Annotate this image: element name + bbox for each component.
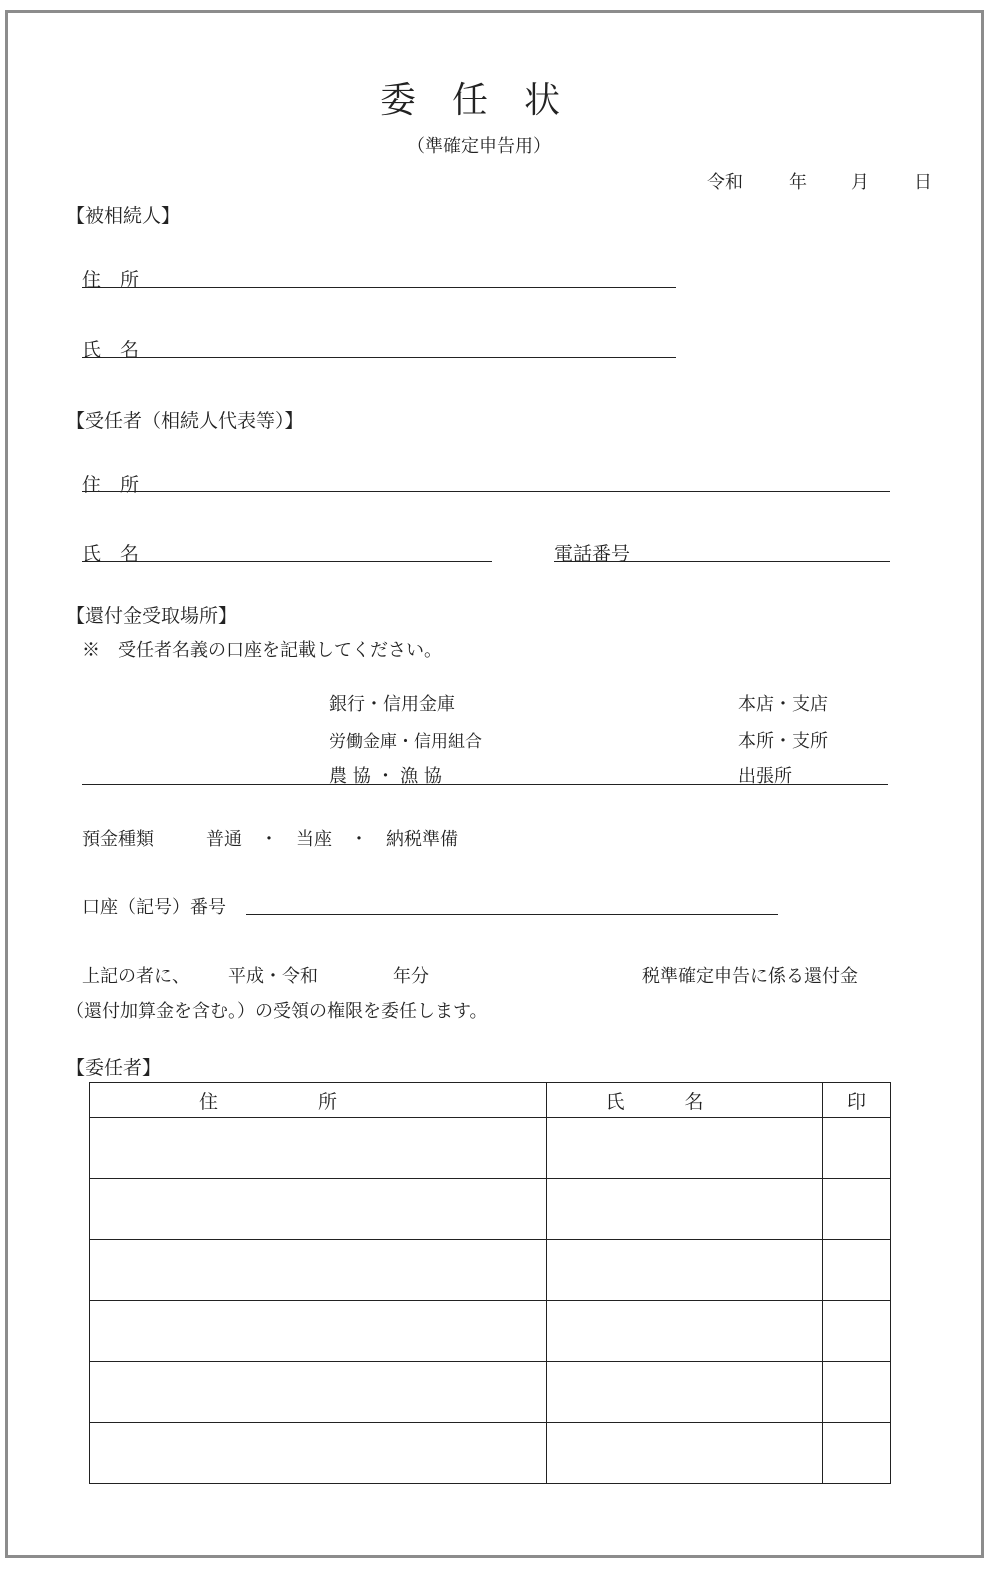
name-cell[interactable] xyxy=(547,1179,823,1240)
address-cell[interactable] xyxy=(90,1301,547,1362)
agent-address-field[interactable] xyxy=(82,491,890,492)
address-cell[interactable] xyxy=(90,1240,547,1301)
column-header-name: 氏名 xyxy=(547,1083,823,1118)
table-row xyxy=(90,1362,891,1423)
refund-note: ※ 受任者名義の口座を記載してください。 xyxy=(82,640,442,661)
name-cell[interactable] xyxy=(547,1301,823,1362)
principals-table xyxy=(89,1082,891,1484)
decedent-address-field[interactable] xyxy=(82,287,676,288)
agent-name-label: 氏 名 xyxy=(82,543,140,565)
table-row xyxy=(90,1240,891,1301)
refund-heading: 【還付金受取場所】 xyxy=(66,605,238,627)
deposit-type-options[interactable]: 普通 ・ 当座 ・ 納税準備 xyxy=(206,829,458,850)
column-header-seal: 印 xyxy=(823,1083,891,1118)
deposit-type-label: 預金種類 xyxy=(82,829,154,850)
date-year: 年 xyxy=(789,172,807,193)
statement-tax: 税準確定申告に係る還付金 xyxy=(642,966,858,987)
bank-type-labor: 労働金庫・信用組合 xyxy=(329,732,482,752)
name-cell[interactable] xyxy=(547,1362,823,1423)
date-era: 令和 xyxy=(707,172,743,193)
name-cell[interactable] xyxy=(547,1118,823,1179)
name-cell[interactable] xyxy=(547,1240,823,1301)
decedent-heading: 【被相続人】 xyxy=(66,205,181,227)
address-cell[interactable] xyxy=(90,1179,547,1240)
decedent-address-label: 住 所 xyxy=(82,269,140,291)
bank-name-field[interactable] xyxy=(82,784,888,785)
seal-cell[interactable] xyxy=(823,1118,891,1179)
date-month: 月 xyxy=(851,172,869,193)
seal-cell[interactable] xyxy=(823,1362,891,1423)
name-cell[interactable] xyxy=(547,1423,823,1484)
account-number-field[interactable] xyxy=(246,914,778,915)
statement-intro: 上記の者に、 xyxy=(82,966,190,987)
table-header-row xyxy=(90,1083,891,1118)
decedent-name-label: 氏 名 xyxy=(82,339,140,361)
branch-type-agency: 出張所 xyxy=(738,766,792,787)
seal-cell[interactable] xyxy=(823,1301,891,1362)
seal-cell[interactable] xyxy=(823,1179,891,1240)
branch-type-office: 本所・支所 xyxy=(738,731,828,752)
table-row xyxy=(90,1179,891,1240)
agent-phone-label: 電話番号 xyxy=(554,543,631,565)
agent-name-field[interactable] xyxy=(82,561,492,562)
column-header-address: 住所 xyxy=(90,1083,547,1118)
statement-era: 平成・令和 xyxy=(228,966,318,987)
bank-type-coop: 農 協 ・ 漁 協 xyxy=(329,766,442,787)
seal-cell[interactable] xyxy=(823,1423,891,1484)
agent-phone-field[interactable] xyxy=(554,561,890,562)
table-row xyxy=(90,1301,891,1362)
principals-heading: 【委任者】 xyxy=(66,1057,162,1079)
table-row xyxy=(90,1423,891,1484)
address-cell[interactable] xyxy=(90,1362,547,1423)
statement-year: 年分 xyxy=(393,966,429,987)
seal-cell[interactable] xyxy=(823,1240,891,1301)
statement-line2: （還付加算金を含む。）の受領の権限を委任します。 xyxy=(66,1001,488,1022)
address-cell[interactable] xyxy=(90,1423,547,1484)
date-day: 日 xyxy=(914,172,932,193)
decedent-name-field[interactable] xyxy=(82,357,676,358)
table-row xyxy=(90,1118,891,1179)
document-title: 委任状 xyxy=(380,80,597,121)
agent-address-label: 住 所 xyxy=(82,474,140,496)
account-number-label: 口座（記号）番号 xyxy=(82,897,226,918)
document-subtitle: （準確定申告用） xyxy=(407,136,551,157)
bank-type-bank: 銀行・信用金庫 xyxy=(329,694,455,715)
address-cell[interactable] xyxy=(90,1118,547,1179)
agent-heading: 【受任者（相続人代表等）】 xyxy=(66,410,304,432)
branch-type-main: 本店・支店 xyxy=(738,694,828,715)
